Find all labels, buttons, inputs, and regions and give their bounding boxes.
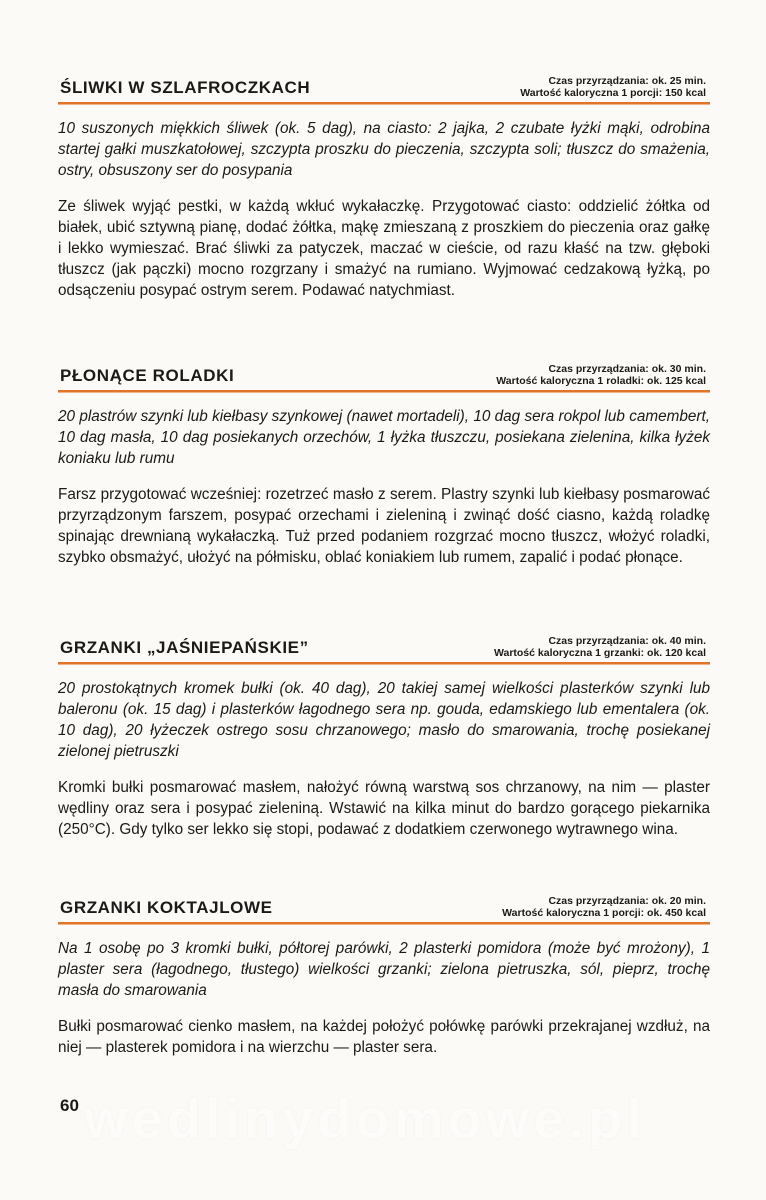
method-text: Kromki bułki posmarować masłem, nałożyć równą warstwą sos chrzanowy, na nim — plaster wędliny oraz sera i posypać zieleniną. Wstawić na kilka minut do bardzo gorącego piekarnika (250°C). Gdy tylko ser lekko się stopi, podawać z dodatkiem czerwonego wytrawnego wina. <box>58 779 710 838</box>
section-divider <box>58 390 710 392</box>
recipe-grzanki-koktajlowe <box>58 892 710 1058</box>
prep-time: Czas przyrządzania: ok. 25 min. <box>548 75 706 87</box>
recipe-grzanki-jasniepanskie <box>58 632 710 840</box>
recipe-title: ŚLIWKI W SZLAFROCZKACH <box>60 78 311 97</box>
recipe-header <box>58 360 710 390</box>
section-divider <box>58 922 710 924</box>
recipe-title: GRZANKI „JAŚNIEPAŃSKIE” <box>60 638 309 657</box>
ingredients-text: 20 plastrów szynki lub kiełbasy szynkowej (nawet mortadeli), 10 dag sera rokpol lub camembert, 10 dag masła, 10 dag posiekanych orzechów, 1 łyżka tłuszczu, posiekana zielenina, kilka łyżek koniaku lub rumu <box>58 408 710 467</box>
recipe-header <box>58 892 710 922</box>
ingredients-text: 20 prostokątnych kromek bułki (ok. 40 dag), 20 takiej samej wielkości plasterków szynki lub baleronu (ok. 15 dag) i plasterków łagodnego sera np. gouda, edamskiego lub ementalera (ok. 10 dag), 20 łyżeczek ostrego sosu chrzanowego; masło do smarowania, trochę posiekanej zielonej pietruszki <box>58 680 710 760</box>
prep-time: Czas przyrządzania: ok. 20 min. <box>548 895 706 907</box>
method-text: Ze śliwek wyjąć pestki, w każdą wkłuć wykałaczkę. Przygotować ciasto: oddzielić żółtka od białek, ubić sztywną pianę, dodać żółtka, mąkę zmieszaną z proszkiem do pieczenia oraz gałkę i lekko wymieszać. Brać śliwki za patyczek, maczać w cieście, od razu kłaść na tzw. głęboki tłuszcz (jak pączki) mocno rozgrzany i smażyć na rumiano. Wyjmować cedzakową łyżką, po odsączeniu posypać ostrym serem. Podawać natychmiast. <box>58 198 710 299</box>
watermark: wedlinydomowe.pl <box>84 1087 646 1150</box>
prep-time: Czas przyrządzania: ok. 30 min. <box>548 363 706 375</box>
recipe-roladki <box>58 360 710 568</box>
recipe-header <box>58 72 710 102</box>
recipe-meta <box>502 895 706 919</box>
method-text: Farsz przygotować wcześniej: rozetrzeć masło z serem. Plastry szynki lub kiełbasy posmarować przyrządzonym farszem, posypać orzechami i zieleniną i zwinąć dość ciasno, każdą roladkę spinając drewnianą wykałaczką. Tuż przed podaniem rozgrzać mocno tłuszcz, włożyć roladki, szybko obsmażyć, ułożyć na półmisku, oblać koniakiem lub rumem, zapalić i podać płonące. <box>58 486 710 566</box>
calorie-value: Wartość kaloryczna 1 grzanki: ok. 120 kcal <box>493 647 706 659</box>
section-divider <box>58 662 710 664</box>
calorie-value: Wartość kaloryczna 1 porcji: ok. 450 kcal <box>502 907 706 919</box>
method-text: Bułki posmarować cienko masłem, na każdej położyć połówkę parówki przekrajanej wzdłuż, na niej — plasterek pomidora i na wierzchu — plaster sera. <box>58 1018 710 1056</box>
recipe-meta <box>520 75 706 99</box>
recipe-meta <box>494 635 706 659</box>
calorie-value: Wartość kaloryczna 1 porcji: 150 kcal <box>520 87 706 99</box>
recipe-title: PŁONĄCE ROLADKI <box>60 366 235 385</box>
prep-time: Czas przyrządzania: ok. 40 min. <box>548 635 706 647</box>
recipe-meta <box>496 363 706 387</box>
recipe-header <box>58 632 710 662</box>
ingredients-text: 10 suszonych miękkich śliwek (ok. 5 dag), na ciasto: 2 jajka, 2 czubate łyżki mąki, odrobina startej gałki muszkatołowej, szczypta proszku do pieczenia, szczypta soli; tłuszcz do smażenia, ostry, obsuszony ser do posypania <box>58 120 710 179</box>
section-divider <box>58 102 710 104</box>
page-number: 60 <box>60 1096 79 1115</box>
recipe-sliwki <box>58 72 710 301</box>
ingredients-text: Na 1 osobę po 3 kromki bułki, półtorej parówki, 2 plasterki pomidora (może być mrożony), 1 plaster sera (łagodnego, tłustego) wielkości grzanki; zielona pietruszka, sól, pieprz, trochę masła do smarowania <box>58 940 710 999</box>
calorie-value: Wartość kaloryczna 1 roladki: ok. 125 kcal <box>496 375 706 387</box>
recipe-title: GRZANKI KOKTAJLOWE <box>60 898 273 917</box>
